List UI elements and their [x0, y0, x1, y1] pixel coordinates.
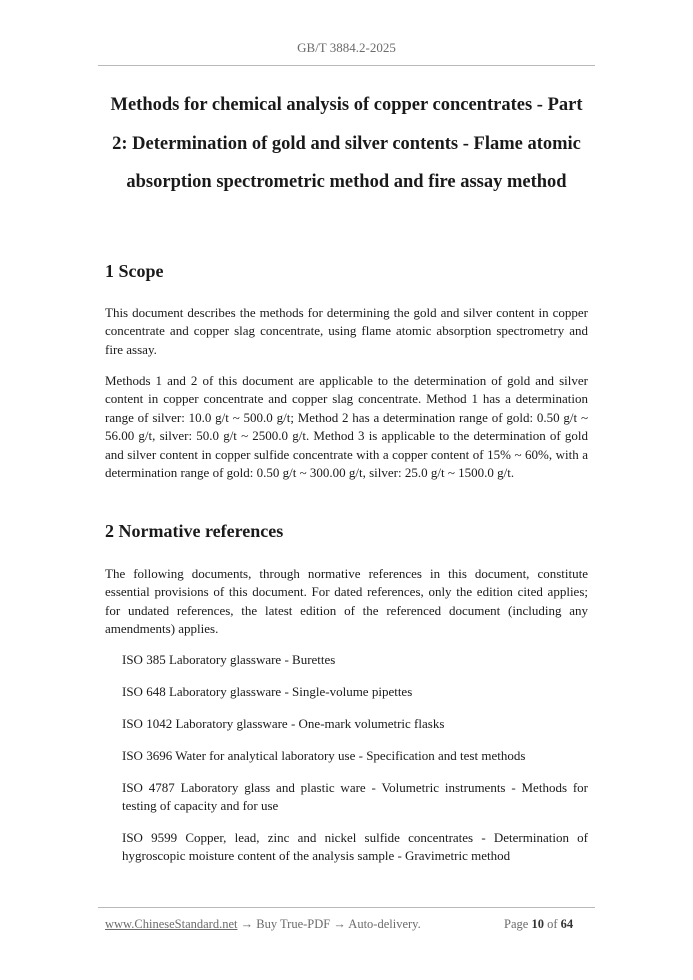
page-total: 64: [560, 917, 574, 931]
scope-paragraph-1: This document describes the methods for determining the gold and silver content in copper concentrate and copper slag concentrate, using flame atomic absorption spectrometry and fire assay.: [105, 305, 588, 357]
section-heading-scope: 1 Scope: [105, 261, 164, 281]
footer-tagline: → Buy True-PDF → Auto-delivery.: [237, 917, 421, 931]
footer-site-link[interactable]: www.ChineseStandard.net: [105, 917, 238, 931]
title-line-3: absorption spectrometric method and fire assay method: [126, 172, 567, 192]
scope-paragraph-2: Methods 1 and 2 of this document are applicable to the determination of gold and silver content in copper concentrate and copper slag concentrate. Method 1 has a determination range of silver: 10.0 g/t ~ 500.0 g/t; Method 2 has a determination range of gold: 0.50 g/t ~ 56.00 g/t, silver: 50.0 g/t ~ 2500.0 g/t. Method 3 is applicable to the determination of gold and silver content in copper sulfide concentrate with a copper content of 15% ~ 60%, with a determination range of gold: 0.50 g/t ~ 300.00 g/t, silver: 25.0 g/t ~ 1500.0 g/t.: [105, 373, 588, 481]
section-heading-normative-references: 2 Normative references: [105, 521, 284, 541]
page-label: Page: [504, 917, 532, 931]
reference-item: ISO 4787 Laboratory glass and plastic ware - Volumetric instruments - Methods for testing of capacity and for use: [122, 780, 588, 814]
footer-promo: [105, 917, 421, 932]
footer-page-indicator: [504, 917, 573, 932]
reference-item: ISO 385 Laboratory glassware - Burettes: [122, 652, 336, 667]
title-line-2: 2: Determination of gold and silver contents - Flame atomic: [112, 133, 581, 154]
page-number: 10: [531, 917, 544, 931]
title-line-1: Methods for chemical analysis of copper concentrates - Part: [110, 95, 583, 115]
reference-item: ISO 3696 Water for analytical laboratory use - Specification and test methods: [122, 748, 526, 763]
page-of-label: of: [543, 917, 561, 931]
reference-item: ISO 9599 Copper, lead, zinc and nickel sulfide concentrates - Determination of hygroscopic moisture content of the analysis sample - Gravimetric method: [122, 830, 588, 864]
document-title: [100, 86, 593, 202]
reference-item: ISO 648 Laboratory glassware - Single-volume pipettes: [122, 684, 413, 699]
reference-item: ISO 1042 Laboratory glassware - One-mark volumetric flasks: [122, 716, 445, 731]
header-standard-code: GB/T 3884.2-2025: [297, 40, 396, 55]
normative-intro-paragraph: The following documents, through normative references in this document, constitute essential provisions of this document. For dated references, only the edition cited applies; for undated references, the latest edition of the referenced document (including any amendments) applies.: [105, 566, 588, 637]
footer-divider: [98, 907, 595, 908]
header-divider: [98, 65, 595, 66]
